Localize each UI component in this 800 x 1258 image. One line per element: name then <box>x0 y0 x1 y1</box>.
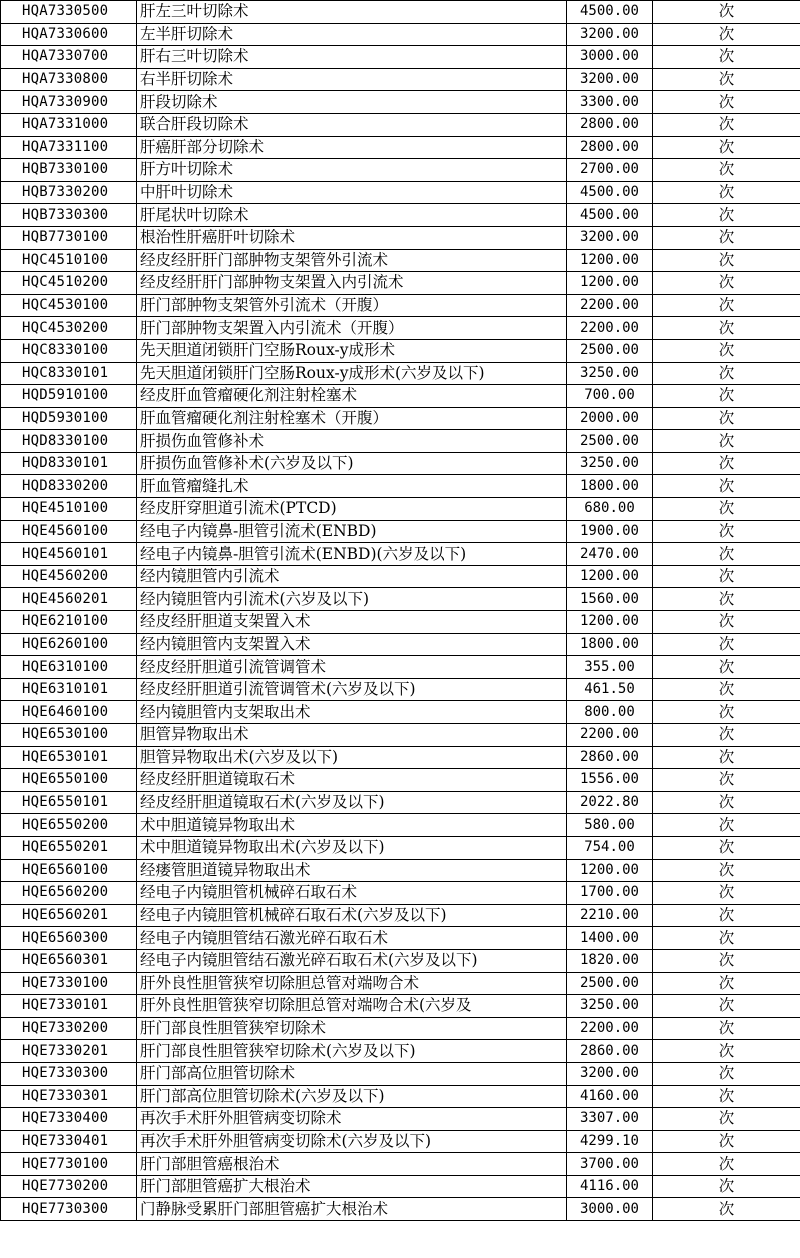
table-row <box>1 1017 800 1040</box>
item-code-cell: HQE4560100 <box>1 520 137 543</box>
item-unit-cell: 次 <box>653 1017 800 1040</box>
item-name-cell: 经电子内镜胆管机械碎石取石术(六岁及以下) <box>137 904 567 927</box>
item-name-cell: 肝门部胆管癌扩大根治术 <box>137 1175 567 1198</box>
item-code-cell: HQE6560301 <box>1 949 137 972</box>
item-unit-cell: 次 <box>653 972 800 995</box>
item-name-cell: 经皮经肝胆道镜取石术(六岁及以下) <box>137 791 567 814</box>
item-price-cell: 1200.00 <box>567 272 653 295</box>
item-price-cell: 580.00 <box>567 814 653 837</box>
item-code-cell: HQC4530100 <box>1 294 137 317</box>
item-unit-cell: 次 <box>653 724 800 747</box>
item-name-cell: 肝门部肿物支架管外引流术（开腹） <box>137 294 567 317</box>
item-name-cell: 经电子内镜胆管结石激光碎石取石术 <box>137 927 567 950</box>
item-code-cell: HQE6560201 <box>1 904 137 927</box>
item-code-cell: HQB7730100 <box>1 226 137 249</box>
item-price-cell: 1700.00 <box>567 882 653 905</box>
item-code-cell: HQE6460100 <box>1 701 137 724</box>
item-unit-cell: 次 <box>653 1085 800 1108</box>
item-name-cell: 肝段切除术 <box>137 91 567 114</box>
item-code-cell: HQE6210100 <box>1 611 137 634</box>
item-name-cell: 经电子内镜胆管结石激光碎石取石术(六岁及以下) <box>137 949 567 972</box>
table-row <box>1 814 800 837</box>
item-price-cell: 2500.00 <box>567 339 653 362</box>
item-unit-cell: 次 <box>653 882 800 905</box>
item-code-cell: HQE4560101 <box>1 543 137 566</box>
item-name-cell: 先天胆道闭锁肝门空肠Roux-y成形术 <box>137 339 567 362</box>
item-unit-cell: 次 <box>653 791 800 814</box>
item-price-cell: 2860.00 <box>567 1040 653 1063</box>
item-code-cell: HQB7330100 <box>1 159 137 182</box>
item-unit-cell: 次 <box>653 565 800 588</box>
item-unit-cell: 次 <box>653 204 800 227</box>
item-price-cell: 4116.00 <box>567 1175 653 1198</box>
item-price-cell: 1200.00 <box>567 249 653 272</box>
item-code-cell: HQD8330100 <box>1 430 137 453</box>
table-row <box>1 724 800 747</box>
item-code-cell: HQD8330101 <box>1 452 137 475</box>
table-row <box>1 633 800 656</box>
item-price-cell: 3000.00 <box>567 1198 653 1221</box>
table-row <box>1 882 800 905</box>
item-code-cell: HQE4510100 <box>1 498 137 521</box>
table-row <box>1 520 800 543</box>
item-price-cell: 3700.00 <box>567 1153 653 1176</box>
item-price-cell: 3200.00 <box>567 23 653 46</box>
item-name-cell: 肝血管瘤硬化剂注射栓塞术（开腹） <box>137 407 567 430</box>
item-price-cell: 1200.00 <box>567 565 653 588</box>
item-price-cell: 3307.00 <box>567 1108 653 1131</box>
item-code-cell: HQA7330500 <box>1 1 137 24</box>
item-unit-cell: 次 <box>653 23 800 46</box>
table-row <box>1 769 800 792</box>
table-row <box>1 407 800 430</box>
item-unit-cell: 次 <box>653 995 800 1018</box>
table-row <box>1 565 800 588</box>
item-name-cell: 胆管异物取出术(六岁及以下) <box>137 746 567 769</box>
item-price-cell: 2200.00 <box>567 1017 653 1040</box>
item-price-cell: 1200.00 <box>567 859 653 882</box>
item-name-cell: 肝门部肿物支架置入内引流术（开腹） <box>137 317 567 340</box>
item-unit-cell: 次 <box>653 611 800 634</box>
item-code-cell: HQE7330301 <box>1 1085 137 1108</box>
item-name-cell: 肝门部高位胆管切除术 <box>137 1062 567 1085</box>
fee-table-body <box>1 1 800 1221</box>
item-name-cell: 经内镜胆管内引流术(六岁及以下) <box>137 588 567 611</box>
item-unit-cell: 次 <box>653 475 800 498</box>
item-price-cell: 4299.10 <box>567 1130 653 1153</box>
item-code-cell: HQE7730100 <box>1 1153 137 1176</box>
item-price-cell: 461.50 <box>567 678 653 701</box>
item-name-cell: 根治性肝癌肝叶切除术 <box>137 226 567 249</box>
item-unit-cell: 次 <box>653 656 800 679</box>
item-code-cell: HQE7330300 <box>1 1062 137 1085</box>
table-row <box>1 23 800 46</box>
item-unit-cell: 次 <box>653 339 800 362</box>
table-row <box>1 836 800 859</box>
table-row <box>1 656 800 679</box>
item-price-cell: 3000.00 <box>567 46 653 69</box>
item-price-cell: 754.00 <box>567 836 653 859</box>
item-name-cell: 肝外良性胆管狭窄切除胆总管对端吻合术 <box>137 972 567 995</box>
item-name-cell: 经内镜胆管内支架取出术 <box>137 701 567 724</box>
item-code-cell: HQE7330200 <box>1 1017 137 1040</box>
item-code-cell: HQE6530100 <box>1 724 137 747</box>
table-row <box>1 204 800 227</box>
table-row <box>1 701 800 724</box>
item-price-cell: 3200.00 <box>567 1062 653 1085</box>
item-name-cell: 经皮肝血管瘤硬化剂注射栓塞术 <box>137 385 567 408</box>
item-unit-cell: 次 <box>653 159 800 182</box>
item-unit-cell: 次 <box>653 272 800 295</box>
item-price-cell: 2470.00 <box>567 543 653 566</box>
item-name-cell: 肝右三叶切除术 <box>137 46 567 69</box>
item-price-cell: 3200.00 <box>567 68 653 91</box>
item-unit-cell: 次 <box>653 1062 800 1085</box>
item-unit-cell: 次 <box>653 904 800 927</box>
table-row <box>1 498 800 521</box>
item-price-cell: 2800.00 <box>567 113 653 136</box>
item-code-cell: HQC4530200 <box>1 317 137 340</box>
item-code-cell: HQE6530101 <box>1 746 137 769</box>
table-row <box>1 791 800 814</box>
item-code-cell: HQE7730300 <box>1 1198 137 1221</box>
item-unit-cell: 次 <box>653 633 800 656</box>
item-name-cell: 中肝叶切除术 <box>137 181 567 204</box>
item-unit-cell: 次 <box>653 927 800 950</box>
item-name-cell: 经皮经肝胆道支架置入术 <box>137 611 567 634</box>
item-name-cell: 肝门部高位胆管切除术(六岁及以下) <box>137 1085 567 1108</box>
item-name-cell: 经皮经肝肝门部肿物支架管外引流术 <box>137 249 567 272</box>
item-code-cell: HQD5930100 <box>1 407 137 430</box>
item-code-cell: HQE7330401 <box>1 1130 137 1153</box>
item-name-cell: 经内镜胆管内支架置入术 <box>137 633 567 656</box>
item-code-cell: HQC8330100 <box>1 339 137 362</box>
table-row <box>1 385 800 408</box>
table-row <box>1 678 800 701</box>
item-price-cell: 2200.00 <box>567 294 653 317</box>
item-code-cell: HQD8330200 <box>1 475 137 498</box>
table-row <box>1 272 800 295</box>
table-row <box>1 746 800 769</box>
item-price-cell: 4500.00 <box>567 181 653 204</box>
item-price-cell: 4160.00 <box>567 1085 653 1108</box>
table-row <box>1 226 800 249</box>
item-code-cell: HQE6560200 <box>1 882 137 905</box>
item-code-cell: HQA7330600 <box>1 23 137 46</box>
item-code-cell: HQA7331100 <box>1 136 137 159</box>
table-row <box>1 1153 800 1176</box>
item-name-cell: 联合肝段切除术 <box>137 113 567 136</box>
item-code-cell: HQC4510100 <box>1 249 137 272</box>
item-unit-cell: 次 <box>653 520 800 543</box>
table-row <box>1 113 800 136</box>
item-price-cell: 2000.00 <box>567 407 653 430</box>
item-unit-cell: 次 <box>653 1130 800 1153</box>
item-name-cell: 肝门部良性胆管狭窄切除术(六岁及以下) <box>137 1040 567 1063</box>
item-price-cell: 1800.00 <box>567 475 653 498</box>
item-unit-cell: 次 <box>653 588 800 611</box>
item-name-cell: 门静脉受累肝门部胆管癌扩大根治术 <box>137 1198 567 1221</box>
item-code-cell: HQE4560201 <box>1 588 137 611</box>
item-name-cell: 经皮经肝胆道镜取石术 <box>137 769 567 792</box>
item-unit-cell: 次 <box>653 814 800 837</box>
item-unit-cell: 次 <box>653 430 800 453</box>
item-unit-cell: 次 <box>653 949 800 972</box>
item-price-cell: 700.00 <box>567 385 653 408</box>
item-unit-cell: 次 <box>653 1108 800 1131</box>
item-code-cell: HQE6260100 <box>1 633 137 656</box>
table-row <box>1 181 800 204</box>
table-row <box>1 995 800 1018</box>
table-row <box>1 46 800 69</box>
item-unit-cell: 次 <box>653 226 800 249</box>
item-price-cell: 3300.00 <box>567 91 653 114</box>
item-name-cell: 经皮肝穿胆道引流术(PTCD) <box>137 498 567 521</box>
table-row <box>1 1 800 24</box>
item-code-cell: HQA7330700 <box>1 46 137 69</box>
item-price-cell: 1200.00 <box>567 611 653 634</box>
item-name-cell: 肝门部良性胆管狭窄切除术 <box>137 1017 567 1040</box>
item-unit-cell: 次 <box>653 294 800 317</box>
item-name-cell: 术中胆道镜异物取出术 <box>137 814 567 837</box>
item-unit-cell: 次 <box>653 113 800 136</box>
table-row <box>1 475 800 498</box>
table-row <box>1 452 800 475</box>
item-name-cell: 肝血管瘤缝扎术 <box>137 475 567 498</box>
item-name-cell: 术中胆道镜异物取出术(六岁及以下) <box>137 836 567 859</box>
item-price-cell: 1400.00 <box>567 927 653 950</box>
item-code-cell: HQE6560100 <box>1 859 137 882</box>
table-row <box>1 927 800 950</box>
item-price-cell: 680.00 <box>567 498 653 521</box>
table-row <box>1 339 800 362</box>
item-name-cell: 经电子内镜胆管机械碎石取石术 <box>137 882 567 905</box>
item-unit-cell: 次 <box>653 249 800 272</box>
item-code-cell: HQE7330400 <box>1 1108 137 1131</box>
item-code-cell: HQE7330101 <box>1 995 137 1018</box>
item-price-cell: 4500.00 <box>567 204 653 227</box>
item-name-cell: 先天胆道闭锁肝门空肠Roux-y成形术(六岁及以下) <box>137 362 567 385</box>
item-price-cell: 3250.00 <box>567 995 653 1018</box>
item-price-cell: 1800.00 <box>567 633 653 656</box>
table-row <box>1 317 800 340</box>
item-price-cell: 1900.00 <box>567 520 653 543</box>
item-price-cell: 2200.00 <box>567 317 653 340</box>
item-code-cell: HQE6550201 <box>1 836 137 859</box>
item-unit-cell: 次 <box>653 1 800 24</box>
item-unit-cell: 次 <box>653 385 800 408</box>
item-name-cell: 经皮经肝胆道引流管调管术(六岁及以下) <box>137 678 567 701</box>
item-price-cell: 3200.00 <box>567 226 653 249</box>
item-name-cell: 肝尾状叶切除术 <box>137 204 567 227</box>
item-price-cell: 2860.00 <box>567 746 653 769</box>
item-unit-cell: 次 <box>653 68 800 91</box>
item-name-cell: 左半肝切除术 <box>137 23 567 46</box>
table-row <box>1 430 800 453</box>
item-code-cell: HQE6550200 <box>1 814 137 837</box>
item-name-cell: 肝损伤血管修补术 <box>137 430 567 453</box>
item-code-cell: HQA7330800 <box>1 68 137 91</box>
item-name-cell: 再次手术肝外胆管病变切除术 <box>137 1108 567 1131</box>
item-code-cell: HQC4510200 <box>1 272 137 295</box>
item-unit-cell: 次 <box>653 769 800 792</box>
item-code-cell: HQE6310100 <box>1 656 137 679</box>
item-price-cell: 2500.00 <box>567 972 653 995</box>
table-row <box>1 588 800 611</box>
item-unit-cell: 次 <box>653 498 800 521</box>
item-code-cell: HQE7330100 <box>1 972 137 995</box>
item-price-cell: 2800.00 <box>567 136 653 159</box>
item-unit-cell: 次 <box>653 859 800 882</box>
table-row <box>1 136 800 159</box>
item-name-cell: 右半肝切除术 <box>137 68 567 91</box>
item-unit-cell: 次 <box>653 543 800 566</box>
item-unit-cell: 次 <box>653 317 800 340</box>
item-name-cell: 经电子内镜鼻-胆管引流术(ENBD)(六岁及以下) <box>137 543 567 566</box>
item-code-cell: HQE4560200 <box>1 565 137 588</box>
item-code-cell: HQE6560300 <box>1 927 137 950</box>
item-code-cell: HQE6550101 <box>1 791 137 814</box>
item-unit-cell: 次 <box>653 452 800 475</box>
item-unit-cell: 次 <box>653 1175 800 1198</box>
item-name-cell: 肝损伤血管修补术(六岁及以下) <box>137 452 567 475</box>
item-name-cell: 经内镜胆管内引流术 <box>137 565 567 588</box>
item-unit-cell: 次 <box>653 46 800 69</box>
item-price-cell: 3250.00 <box>567 362 653 385</box>
item-name-cell: 肝门部胆管癌根治术 <box>137 1153 567 1176</box>
item-unit-cell: 次 <box>653 362 800 385</box>
table-row <box>1 1062 800 1085</box>
table-row <box>1 159 800 182</box>
item-name-cell: 经瘘管胆道镜异物取出术 <box>137 859 567 882</box>
item-name-cell: 经电子内镜鼻-胆管引流术(ENBD) <box>137 520 567 543</box>
table-row <box>1 91 800 114</box>
item-name-cell: 肝癌肝部分切除术 <box>137 136 567 159</box>
table-row <box>1 68 800 91</box>
item-price-cell: 1560.00 <box>567 588 653 611</box>
table-row <box>1 949 800 972</box>
table-row <box>1 1175 800 1198</box>
item-price-cell: 1820.00 <box>567 949 653 972</box>
item-unit-cell: 次 <box>653 181 800 204</box>
item-code-cell: HQE7330201 <box>1 1040 137 1063</box>
table-row <box>1 543 800 566</box>
item-price-cell: 1556.00 <box>567 769 653 792</box>
table-row <box>1 904 800 927</box>
item-price-cell: 355.00 <box>567 656 653 679</box>
item-code-cell: HQA7331000 <box>1 113 137 136</box>
item-unit-cell: 次 <box>653 1198 800 1221</box>
item-unit-cell: 次 <box>653 91 800 114</box>
table-row <box>1 249 800 272</box>
item-name-cell: 经皮经肝肝门部肿物支架置入内引流术 <box>137 272 567 295</box>
table-row <box>1 611 800 634</box>
table-row <box>1 1108 800 1131</box>
item-price-cell: 2200.00 <box>567 724 653 747</box>
item-unit-cell: 次 <box>653 1153 800 1176</box>
table-row <box>1 294 800 317</box>
table-row <box>1 1040 800 1063</box>
item-price-cell: 2022.80 <box>567 791 653 814</box>
item-code-cell: HQC8330101 <box>1 362 137 385</box>
item-code-cell: HQE6310101 <box>1 678 137 701</box>
item-unit-cell: 次 <box>653 746 800 769</box>
item-code-cell: HQB7330300 <box>1 204 137 227</box>
item-price-cell: 2210.00 <box>567 904 653 927</box>
item-name-cell: 胆管异物取出术 <box>137 724 567 747</box>
table-row <box>1 859 800 882</box>
item-unit-cell: 次 <box>653 1040 800 1063</box>
item-unit-cell: 次 <box>653 836 800 859</box>
item-code-cell: HQE7730200 <box>1 1175 137 1198</box>
item-unit-cell: 次 <box>653 136 800 159</box>
item-name-cell: 肝左三叶切除术 <box>137 1 567 24</box>
item-name-cell: 肝方叶切除术 <box>137 159 567 182</box>
item-unit-cell: 次 <box>653 678 800 701</box>
item-unit-cell: 次 <box>653 701 800 724</box>
table-row <box>1 1198 800 1221</box>
item-code-cell: HQD5910100 <box>1 385 137 408</box>
item-price-cell: 4500.00 <box>567 1 653 24</box>
table-row <box>1 1130 800 1153</box>
item-code-cell: HQE6550100 <box>1 769 137 792</box>
item-unit-cell: 次 <box>653 407 800 430</box>
item-price-cell: 2700.00 <box>567 159 653 182</box>
item-price-cell: 800.00 <box>567 701 653 724</box>
item-price-cell: 3250.00 <box>567 452 653 475</box>
item-name-cell: 经皮经肝胆道引流管调管术 <box>137 656 567 679</box>
item-price-cell: 2500.00 <box>567 430 653 453</box>
item-name-cell: 再次手术肝外胆管病变切除术(六岁及以下) <box>137 1130 567 1153</box>
table-row <box>1 972 800 995</box>
item-code-cell: HQB7330200 <box>1 181 137 204</box>
item-name-cell: 肝外良性胆管狭窄切除胆总管对端吻合术(六岁及 <box>137 995 567 1018</box>
table-row <box>1 362 800 385</box>
table-row <box>1 1085 800 1108</box>
item-code-cell: HQA7330900 <box>1 91 137 114</box>
